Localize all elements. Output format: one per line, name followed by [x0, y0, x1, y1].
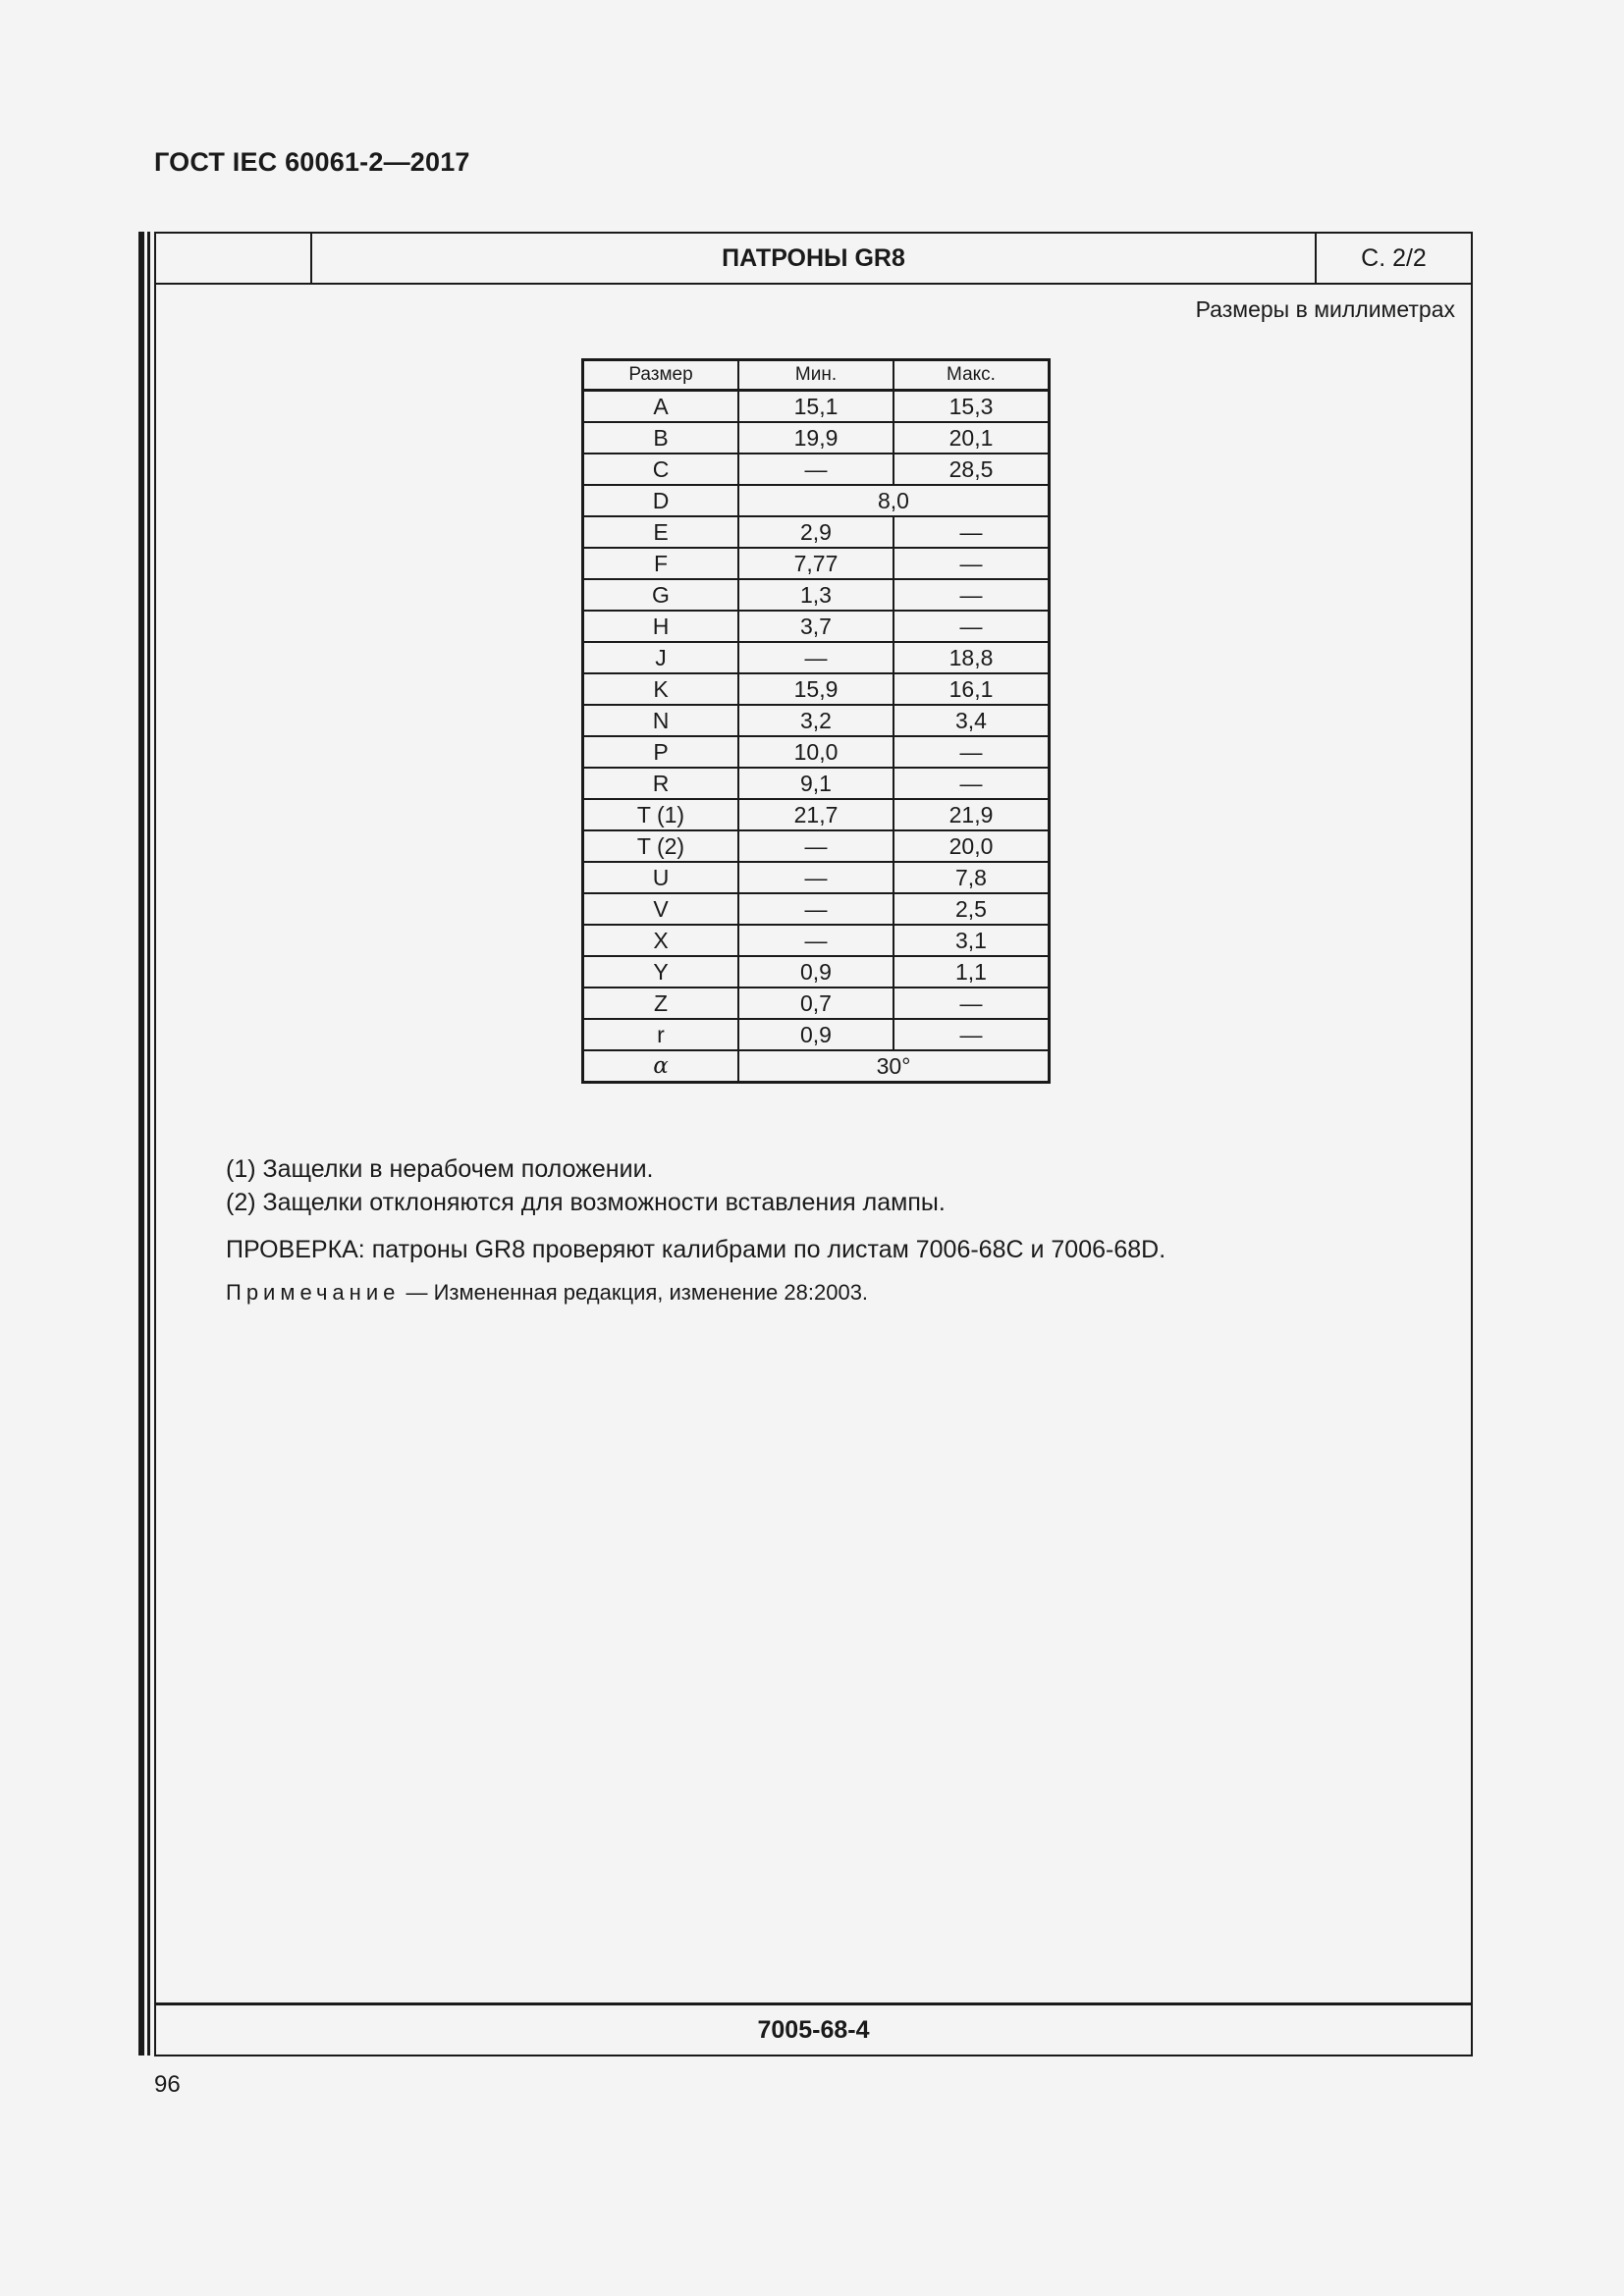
min-cell: —	[738, 925, 893, 956]
max-cell: 7,8	[893, 862, 1050, 893]
dimension-cell: T (2)	[583, 830, 739, 862]
min-cell: —	[738, 454, 893, 485]
table-row	[583, 1050, 1050, 1083]
max-cell: 3,4	[893, 705, 1050, 736]
max-cell: 18,8	[893, 642, 1050, 673]
table-row	[583, 454, 1050, 485]
min-cell: 0,9	[738, 1019, 893, 1050]
min-cell: 19,9	[738, 422, 893, 454]
max-cell: —	[893, 548, 1050, 579]
footnote-1: (1) Защелки в нерабочем положении.	[226, 1155, 654, 1183]
table-row	[583, 516, 1050, 548]
standard-designation: ГОСТ IEC 60061-2—2017	[154, 147, 470, 177]
table-row	[583, 925, 1050, 956]
sheet-title-row	[156, 234, 1471, 285]
table-row	[583, 830, 1050, 862]
max-cell: 2,5	[893, 893, 1050, 925]
dimension-cell: C	[583, 454, 739, 485]
max-cell: —	[893, 988, 1050, 1019]
table-row	[583, 391, 1050, 423]
min-cell: —	[738, 893, 893, 925]
footnote-2: (2) Защелки отклоняются для возможности вставления лампы.	[226, 1189, 946, 1216]
table-row	[583, 893, 1050, 925]
max-cell: 3,1	[893, 925, 1050, 956]
min-cell: 1,3	[738, 579, 893, 611]
max-cell: —	[893, 516, 1050, 548]
binding-rule-thick	[138, 232, 144, 2056]
min-cell: 21,7	[738, 799, 893, 830]
header-max: Макс.	[893, 360, 1050, 391]
min-cell: 15,9	[738, 673, 893, 705]
dimension-cell: A	[583, 391, 739, 423]
table-row	[583, 705, 1050, 736]
notes-block	[226, 1152, 1165, 1309]
remark-text: Измененная редакция, изменение 28:2003.	[433, 1280, 869, 1305]
dimension-cell: Y	[583, 956, 739, 988]
max-cell: —	[893, 1019, 1050, 1050]
sheet-page-indicator: С. 2/2	[1361, 243, 1427, 272]
max-cell: —	[893, 579, 1050, 611]
dimension-cell: X	[583, 925, 739, 956]
header-min: Мин.	[738, 360, 893, 391]
table-row	[583, 1019, 1050, 1050]
dimension-cell: α	[583, 1050, 739, 1083]
table-row	[583, 579, 1050, 611]
dimension-cell: D	[583, 485, 739, 516]
sheet-title: ПАТРОНЫ GR8	[312, 234, 1317, 283]
dimension-cell: V	[583, 893, 739, 925]
max-cell: 20,1	[893, 422, 1050, 454]
table-row	[583, 862, 1050, 893]
table-row	[583, 956, 1050, 988]
min-cell: —	[738, 862, 893, 893]
units-note: Размеры в миллиметрах	[1195, 296, 1455, 322]
standard-sheet-frame	[154, 232, 1473, 2056]
check-note: ПРОВЕРКА: патроны GR8 проверяют калибрами по листам 7006-68C и 7006-68D.	[226, 1236, 1166, 1263]
table-row	[583, 988, 1050, 1019]
dimension-cell: N	[583, 705, 739, 736]
min-cell: —	[738, 642, 893, 673]
remark-label: Примечание	[226, 1280, 401, 1305]
min-cell: 9,1	[738, 768, 893, 799]
max-cell: 28,5	[893, 454, 1050, 485]
dimension-cell: K	[583, 673, 739, 705]
dimension-cell: U	[583, 862, 739, 893]
remark-note	[226, 1276, 1165, 1309]
header-dimension: Размер	[583, 360, 739, 391]
table-row	[583, 611, 1050, 642]
merged-value-cell: 8,0	[738, 485, 1050, 516]
binding-rule-thin	[147, 232, 150, 2056]
dimension-cell: r	[583, 1019, 739, 1050]
dimension-cell: Z	[583, 988, 739, 1019]
table-row	[583, 768, 1050, 799]
table-row	[583, 485, 1050, 516]
max-cell: —	[893, 768, 1050, 799]
dimension-cell: J	[583, 642, 739, 673]
dimension-cell: F	[583, 548, 739, 579]
min-cell: 3,7	[738, 611, 893, 642]
min-cell: 0,9	[738, 956, 893, 988]
page-number: 96	[154, 2071, 181, 2098]
table-row	[583, 673, 1050, 705]
max-cell: —	[893, 736, 1050, 768]
max-cell: 16,1	[893, 673, 1050, 705]
max-cell: 1,1	[893, 956, 1050, 988]
min-cell: 2,9	[738, 516, 893, 548]
dimension-cell: B	[583, 422, 739, 454]
dimension-cell: T (1)	[583, 799, 739, 830]
max-cell: 20,0	[893, 830, 1050, 862]
min-cell: —	[738, 830, 893, 862]
max-cell: 21,9	[893, 799, 1050, 830]
dimension-cell: R	[583, 768, 739, 799]
title-blank-cell	[156, 234, 312, 283]
sheet-number: 7005-68-4	[156, 2002, 1471, 2055]
dimension-cell: P	[583, 736, 739, 768]
min-cell: 10,0	[738, 736, 893, 768]
max-cell: —	[893, 611, 1050, 642]
dimensions-table	[581, 358, 1051, 1084]
merged-value-cell: 30°	[738, 1050, 1050, 1083]
dimension-cell: H	[583, 611, 739, 642]
min-cell: 7,77	[738, 548, 893, 579]
min-cell: 3,2	[738, 705, 893, 736]
table-header-row	[583, 360, 1050, 391]
remark-dash: —	[400, 1280, 434, 1305]
table-row	[583, 642, 1050, 673]
min-cell: 15,1	[738, 391, 893, 423]
table-row	[583, 799, 1050, 830]
dimension-cell: G	[583, 579, 739, 611]
table-row	[583, 548, 1050, 579]
table-row	[583, 422, 1050, 454]
max-cell: 15,3	[893, 391, 1050, 423]
min-cell: 0,7	[738, 988, 893, 1019]
table-row	[583, 736, 1050, 768]
dimension-cell: E	[583, 516, 739, 548]
